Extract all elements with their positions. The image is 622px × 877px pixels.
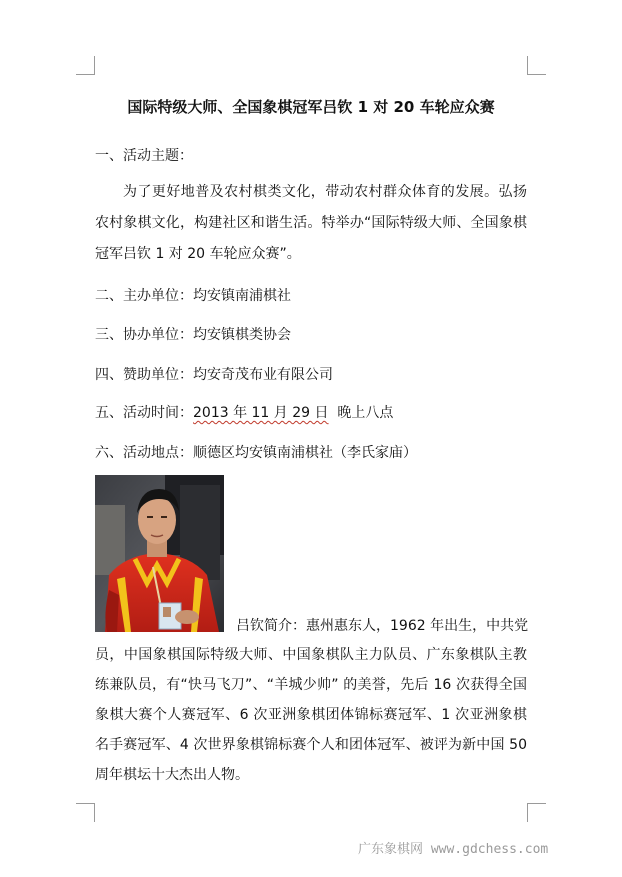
margin-corner-bottom-left [76, 803, 95, 822]
venue-line: 六、活动地点：顺德区均安镇南浦棋社（李氏家庙） [95, 445, 417, 461]
margin-corner-top-right [527, 56, 546, 75]
time-line [95, 403, 393, 423]
footer-watermark: 广东象棋网 www.gdchess.com [358, 842, 549, 857]
time-evening: 晚上八点 [337, 405, 394, 421]
sponsor-line: 四、赞助单位：均安奇茂布业有限公司 [95, 367, 333, 383]
document-title: 国际特级大师、全国象棋冠军吕钦 1 对 20 车轮应众赛 [127, 98, 495, 116]
co-host-line: 三、协办单位：均安镇棋类协会 [95, 327, 291, 343]
margin-corner-top-left [76, 56, 95, 75]
host-line: 二、主办单位：均安镇南浦棋社 [95, 288, 291, 304]
time-label: 五、活动时间： [95, 405, 193, 421]
section-theme-heading: 一、活动主题： [95, 148, 193, 164]
bio-first-line: 吕钦简介：惠州惠东人，1962 年出生，中共党 [236, 618, 529, 634]
time-date: 2013 年 11 月 29 日 [193, 405, 329, 421]
player-photo [95, 475, 224, 632]
margin-corner-bottom-right [527, 803, 546, 822]
bio-paragraph: 员，中国象棋国际特级大师、中国象棋队主力队员、广东象棋队主教练兼队员，有“快马飞刀”、“羊城少帅” 的美誉，先后 16 次获得全国象棋大赛个人赛冠军、6 次亚洲象棋团体锦标赛冠军、1 次亚洲象棋名手赛冠军、4 次世界象棋锦标赛个人和团体冠军、被评为新中国 50 周年棋坛十大杰出人物。 [95, 647, 527, 783]
section-theme-paragraph: 为了更好地普及农村棋类文化，带动农村群众体育的发展。弘扬农村象棋文化，构建社区和谐生活。特举办“国际特级大师、全国象棋冠军吕钦 1 对 20 车轮应众赛”。 [95, 184, 527, 262]
